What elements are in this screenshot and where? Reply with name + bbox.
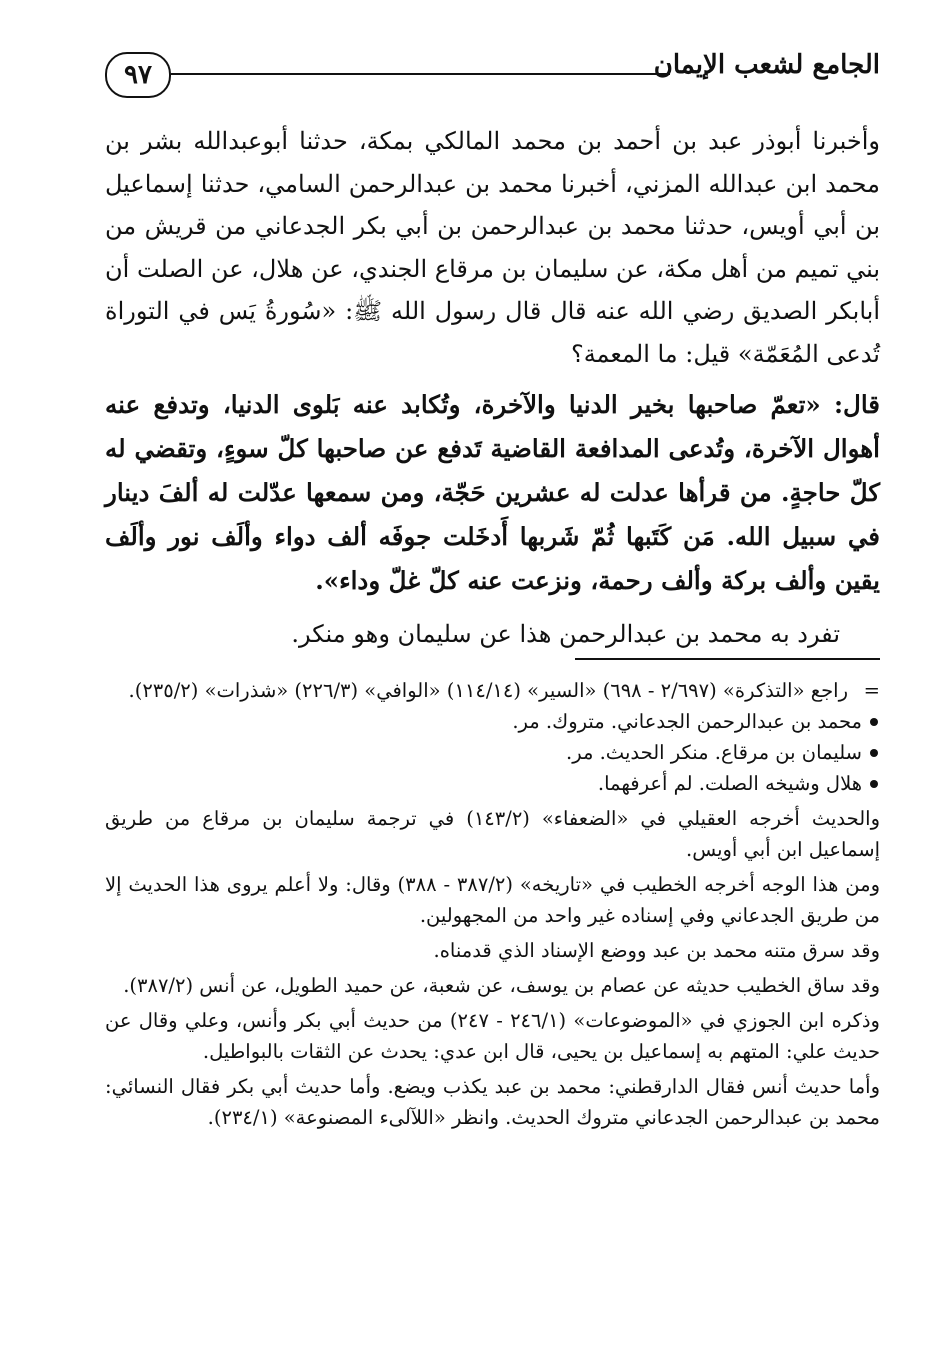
- footnote-reference: [105, 675, 880, 706]
- list-item: [105, 706, 880, 737]
- bullet-icon: [870, 749, 878, 757]
- main-text: [105, 120, 880, 656]
- list-item: [105, 768, 880, 799]
- footnote-paragraph: وذكره ابن الجوزي في «الموضوعات» (٢٤٦/١ - ٢٤٧) من حديث أبي بكر وأنس، وعلي وقال عن حديث علي: المتهم به إسماعيل بن يحيى، قال ابن عدي: يحدث عن الثقات بالبواطيل.: [105, 1009, 880, 1063]
- footnote-paragraph: والحديث أخرجه العقيلي في «الضعفاء» (١٤٣/٢) في ترجمة سليمان بن مرقاع من طريق إسماعيل ابن أبي أويس.: [105, 807, 881, 861]
- running-title: الجامع لشعب الإيمان: [653, 50, 880, 80]
- header-rule: [171, 73, 670, 75]
- narrator-note: سليمان بن مرقاع. منكر الحديث. مر.: [566, 741, 862, 764]
- hadith-paragraph: قال: «تعمّ صاحبها بخير الدنيا والآخرة، وتُكابد عنه بَلوى الدنيا، وتدفع عنه أهوال الآخرة، وتُدعى المدافعة القاضية تَدفع عن صاحبها كلّ سوءٍ، وتقضي له كلّ حاجةٍ. من قرأها عدلت له عشرين حَجّة، ومن سمعها عدّلت له ألفَ دينار في سبيل الله. مَن كَتَبها ثُمّ شَربها أَدخَلت جوفَه ألف دواء وألَف نور وألَف يقين وألف بركة وألف رحمة، ونزعت عنه كلّ غلّ وداء».: [105, 390, 880, 595]
- continuation-mark: =: [863, 679, 880, 702]
- narrator-list: [105, 706, 880, 799]
- footnote-paragraph: وقد سرق متنه محمد بن عبد ووضع الإسناد الذي قدمناه.: [433, 939, 880, 962]
- page-number-badge: ٩٧: [105, 52, 171, 98]
- closing-remark: تفرد به محمد بن عبدالرحمن هذا عن سليمان وهو منكر.: [291, 620, 840, 648]
- footnotes: [105, 675, 880, 1133]
- narrator-note: محمد بن عبدالرحمن الجدعاني. متروك. مر.: [512, 710, 862, 733]
- footnote-paragraph: ومن هذا الوجه أخرجه الخطيب في «تاريخه» (٣٨٧/٢ - ٣٨٨) وقال: ولا أعلم يروى هذا الحديث إلا من طريق الجدعاني وفي إسناده غير واحد من المجهولين.: [105, 873, 880, 927]
- narrator-note: هلال وشيخه الصلت. لم أعرفهما.: [597, 772, 862, 795]
- isnad-paragraph: وأخبرنا أبوذر عبد بن أحمد بن محمد المالكي بمكة، حدثنا أبوعبدالله بشر بن محمد ابن عبدالله المزني، أخبرنا محمد بن عبدالرحمن السامي، حدثنا إسماعيل بن أبي أويس، حدثنا محمد بن عبدالرحمن بن أبي بكر الجدعاني من قريش من بني تميم من أهل مكة، عن سليمان بن مرقاع الجندي، عن هلال، عن الصلت أن أبابكر الصديق رضي الله عنه قال قال رسول الله ﷺ: «سُورةُ يَس في التوراة تُدعى المُعَمّة» قيل: ما المعمة؟: [105, 127, 880, 368]
- footnote-reference-text: راجع «التذكرة» (٢/٦٩٧ - ٦٩٨) «السير» (١١٤/١٤) «الوافي» (٢٢٦/٣) «شذرات» (٢٣٥/٢).: [128, 679, 848, 702]
- bullet-icon: [870, 780, 878, 788]
- footnote-paragraph: وقد ساق الخطيب حديثه عن عصام بن يوسف، عن شعبة، عن حميد الطويل، عن أنس (٣٨٧/٢).: [123, 974, 880, 997]
- footnote-paragraph: وأما حديث أنس فقال الدارقطني: محمد بن عبد يكذب ويضع. وأما حديث أبي بكر فقال النسائي: محمد بن عبدالرحمن الجدعاني متروك الحديث. وانظر «اللآلىء المصنوعة» (٢٣٤/١).: [105, 1075, 880, 1129]
- list-item: [105, 737, 880, 768]
- footnote-separator: [575, 658, 880, 660]
- bullet-icon: [870, 718, 878, 726]
- page-header: [105, 46, 880, 108]
